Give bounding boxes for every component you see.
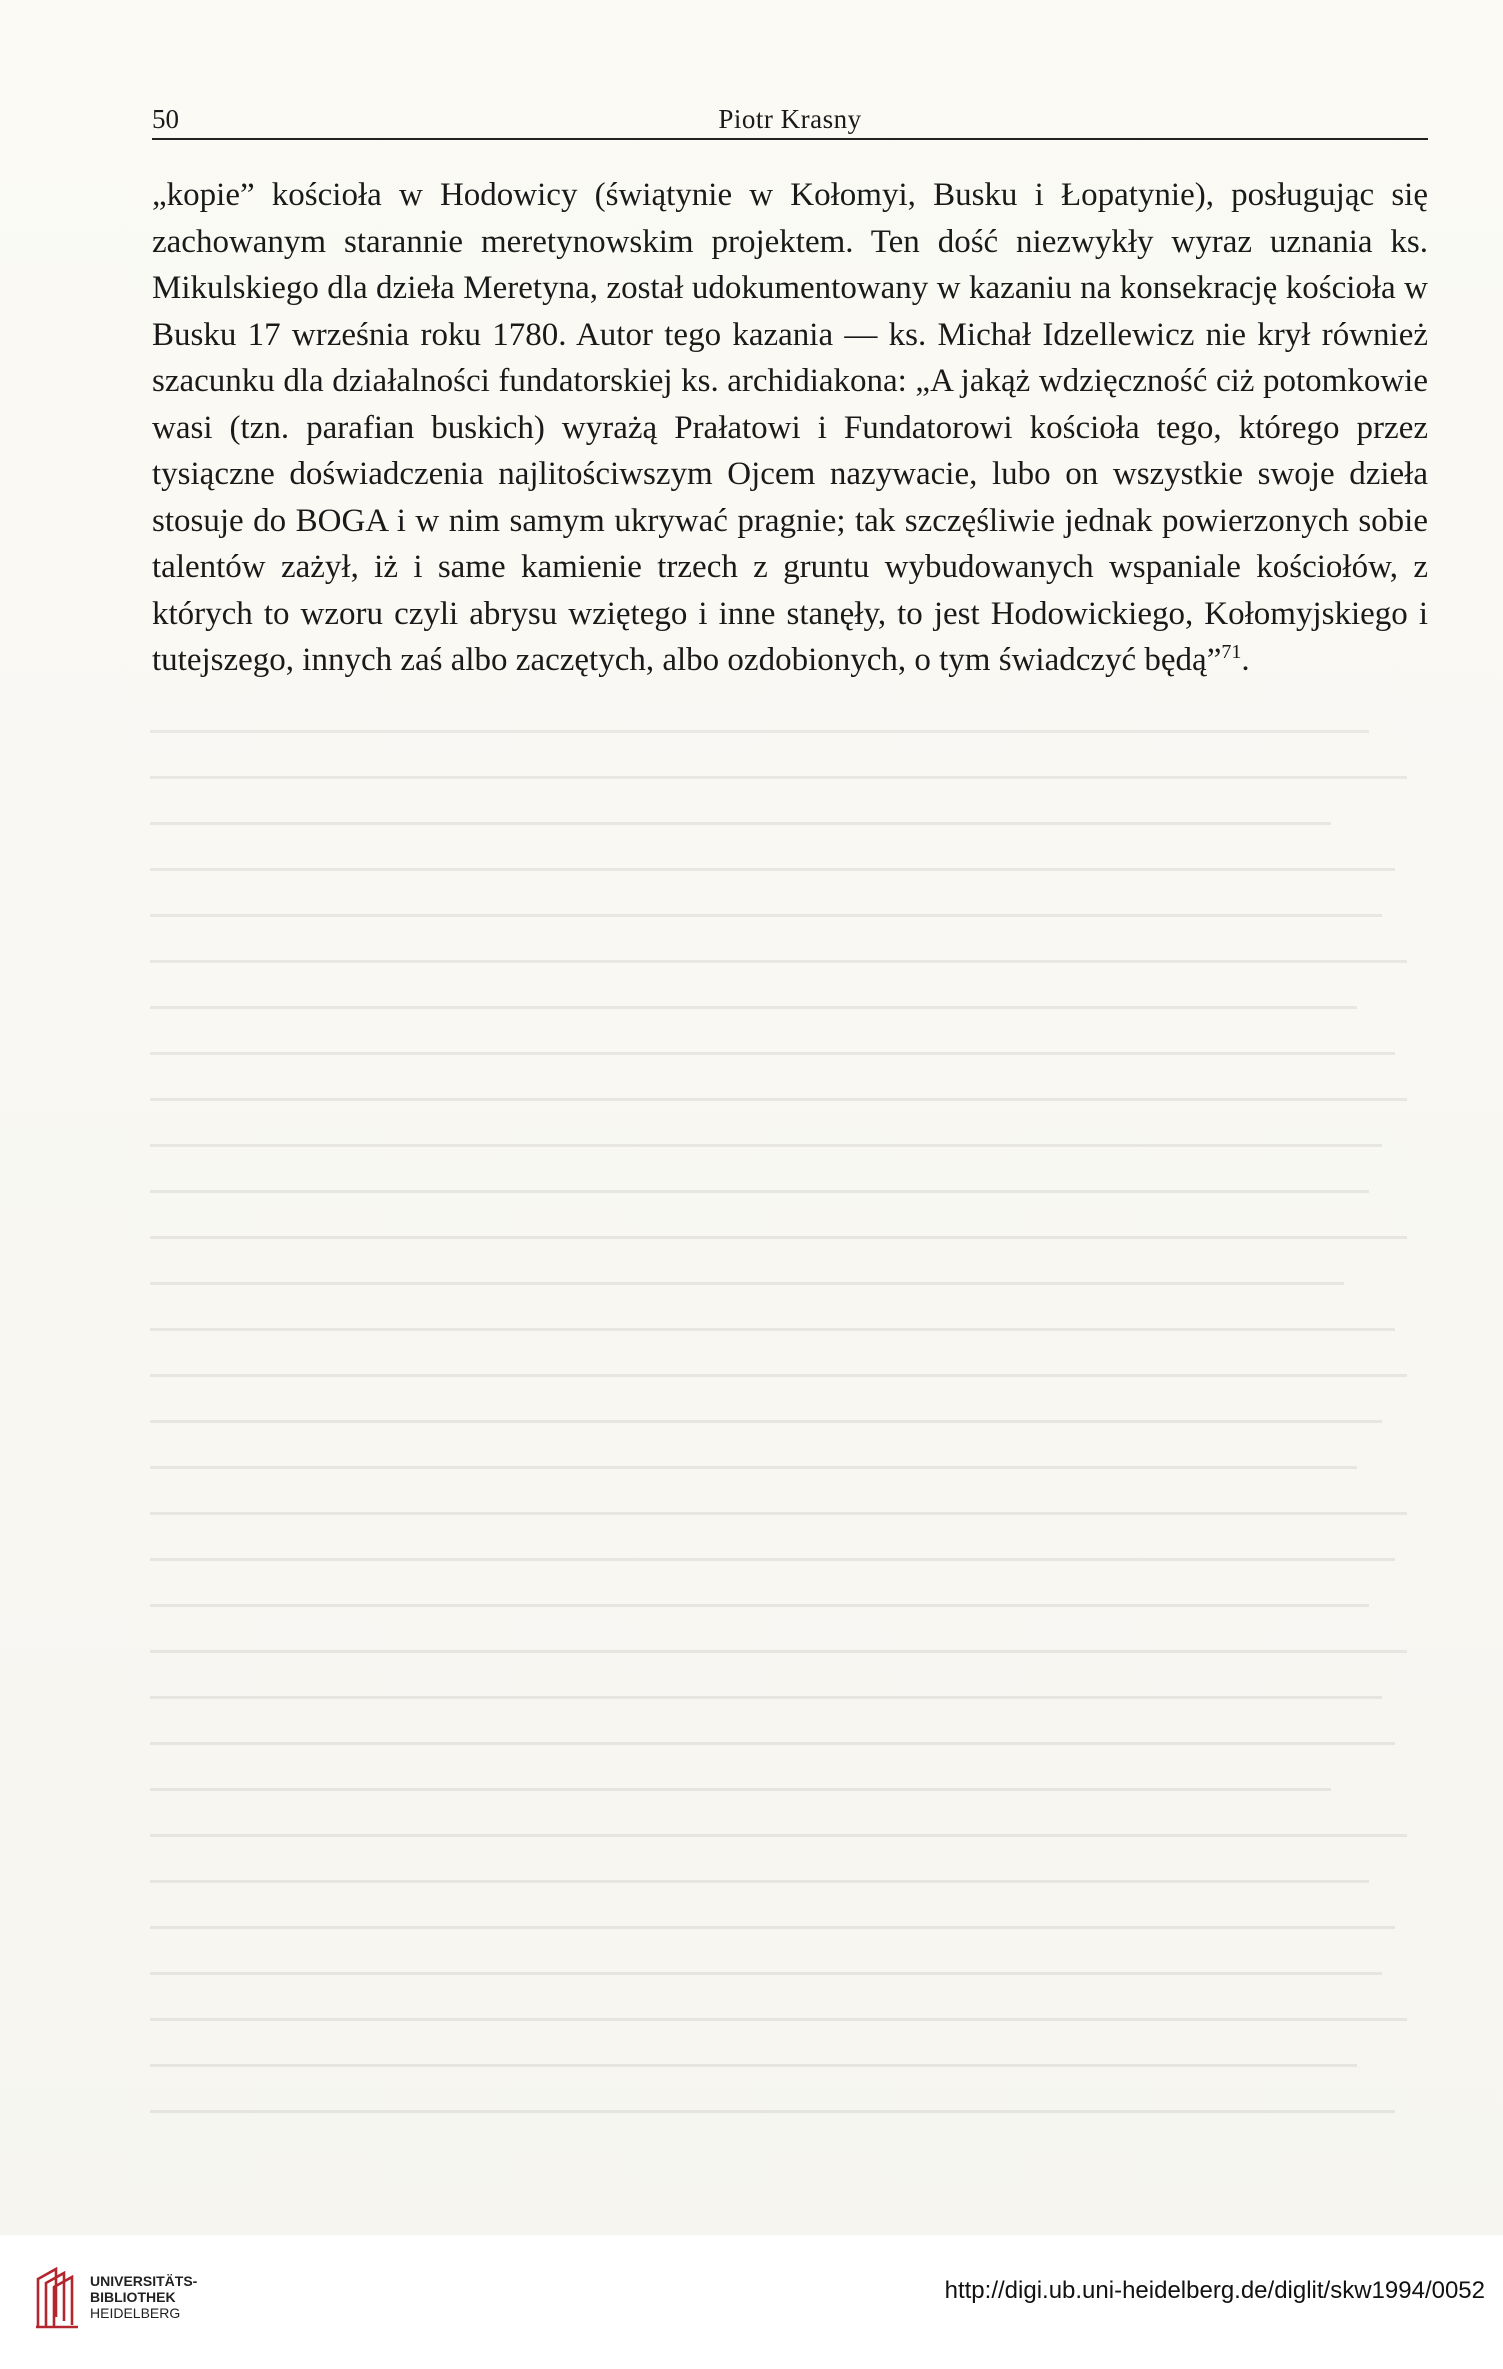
library-logo-icon xyxy=(34,2265,82,2331)
running-head-author: Piotr Krasny xyxy=(718,104,862,134)
permalink-url[interactable]: http://digi.ub.uni-heidelberg.de/diglit/skw1994/0052 xyxy=(944,2277,1485,2304)
footnote-reference[interactable]: 71 xyxy=(1221,641,1242,663)
library-name-line: UNIVERSITÄTS- xyxy=(90,2273,198,2289)
page-header xyxy=(152,100,1428,140)
paragraph-text: „kopie” kościoła w Hodowicy (świątynie w Kołomyi, Busku i Łopatynie), posługując się zachowanym starannie meretynowskim projektem. Ten dość niezwykły wyraz uznania ks. Mikulskiego dla dzieła Meretyna, został udokumentowany w kazaniu na konsekrację kościoła w Busku 17 września roku 1780. Autor tego kazania — ks. Michał Idzellewicz nie krył również szacunku dla działalności fundatorskiej ks. archidiakona: „A jakąż wdzięczność ciż potomkowie wasi (tzn. parafian buskich) wyrażą Prałatowi i Fundatorowi kościoła tego, którego przez tysiączne doświadczenia najlitościwszym Ojcem nazywacie, lubo on wszystkie swoje dzieła stosuje do BOGA i w nim samym ukrywać pragnie; tak szczęśliwie jednak powierzonych sobie talentów zażył, iż i same kamienie trzech z gruntu wybudowanych wspaniale kościołów, z których to wzoru czyli abrysu wziętego i inne stanęły, to jest Hodowickiego, Kołomyjskiego i tutejszego, innych zaś albo zaczętych, albo ozdobionych, o tym świadczyć będą” xyxy=(152,177,1428,678)
page-number: 50 xyxy=(152,104,179,134)
body-paragraph xyxy=(152,172,1428,684)
library-name-line: HEIDELBERG xyxy=(90,2305,181,2321)
paragraph-end-punctuation: . xyxy=(1241,642,1250,678)
library-name-line: BIBLIOTHEK xyxy=(90,2289,176,2305)
digitization-footer xyxy=(0,2235,1503,2369)
show-through-text xyxy=(150,730,1420,2180)
library-name xyxy=(90,2273,197,2321)
